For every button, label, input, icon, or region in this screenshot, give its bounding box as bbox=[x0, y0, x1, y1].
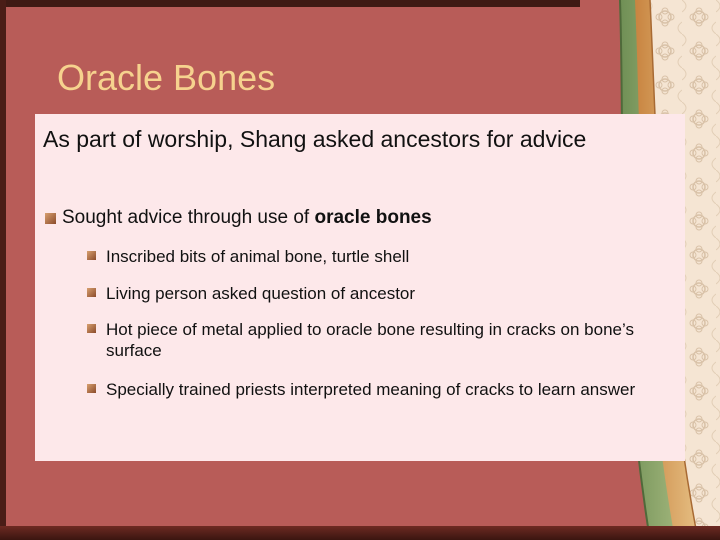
bottom-border bbox=[0, 526, 720, 540]
sub-bullet-text: Hot piece of metal applied to oracle bone resulting in cracks on bone’s surface bbox=[106, 320, 634, 360]
sub-bullet-text: Living person asked question of ancestor bbox=[106, 284, 416, 303]
left-border bbox=[0, 0, 6, 540]
intro-text: As part of worship, Shang asked ancestors for advice bbox=[43, 126, 587, 152]
sub-bullet-text: Specially trained priests interpreted meaning of cracks to learn answer bbox=[106, 380, 636, 399]
square-bullet-icon bbox=[45, 213, 56, 224]
main-bullet-emphasis: oracle bones bbox=[314, 207, 432, 228]
slide-title: Oracle Bones bbox=[57, 57, 276, 98]
square-bullet-icon bbox=[87, 288, 96, 297]
square-bullet-icon bbox=[87, 384, 96, 393]
square-bullet-icon bbox=[87, 251, 96, 260]
content-box bbox=[35, 114, 685, 461]
main-bullet-text bbox=[62, 206, 432, 230]
main-bullet-prefix: Sought advice through use of bbox=[62, 207, 315, 228]
sub-bullet-text: Inscribed bits of animal bone, turtle shell bbox=[106, 247, 410, 266]
square-bullet-icon bbox=[87, 324, 96, 333]
